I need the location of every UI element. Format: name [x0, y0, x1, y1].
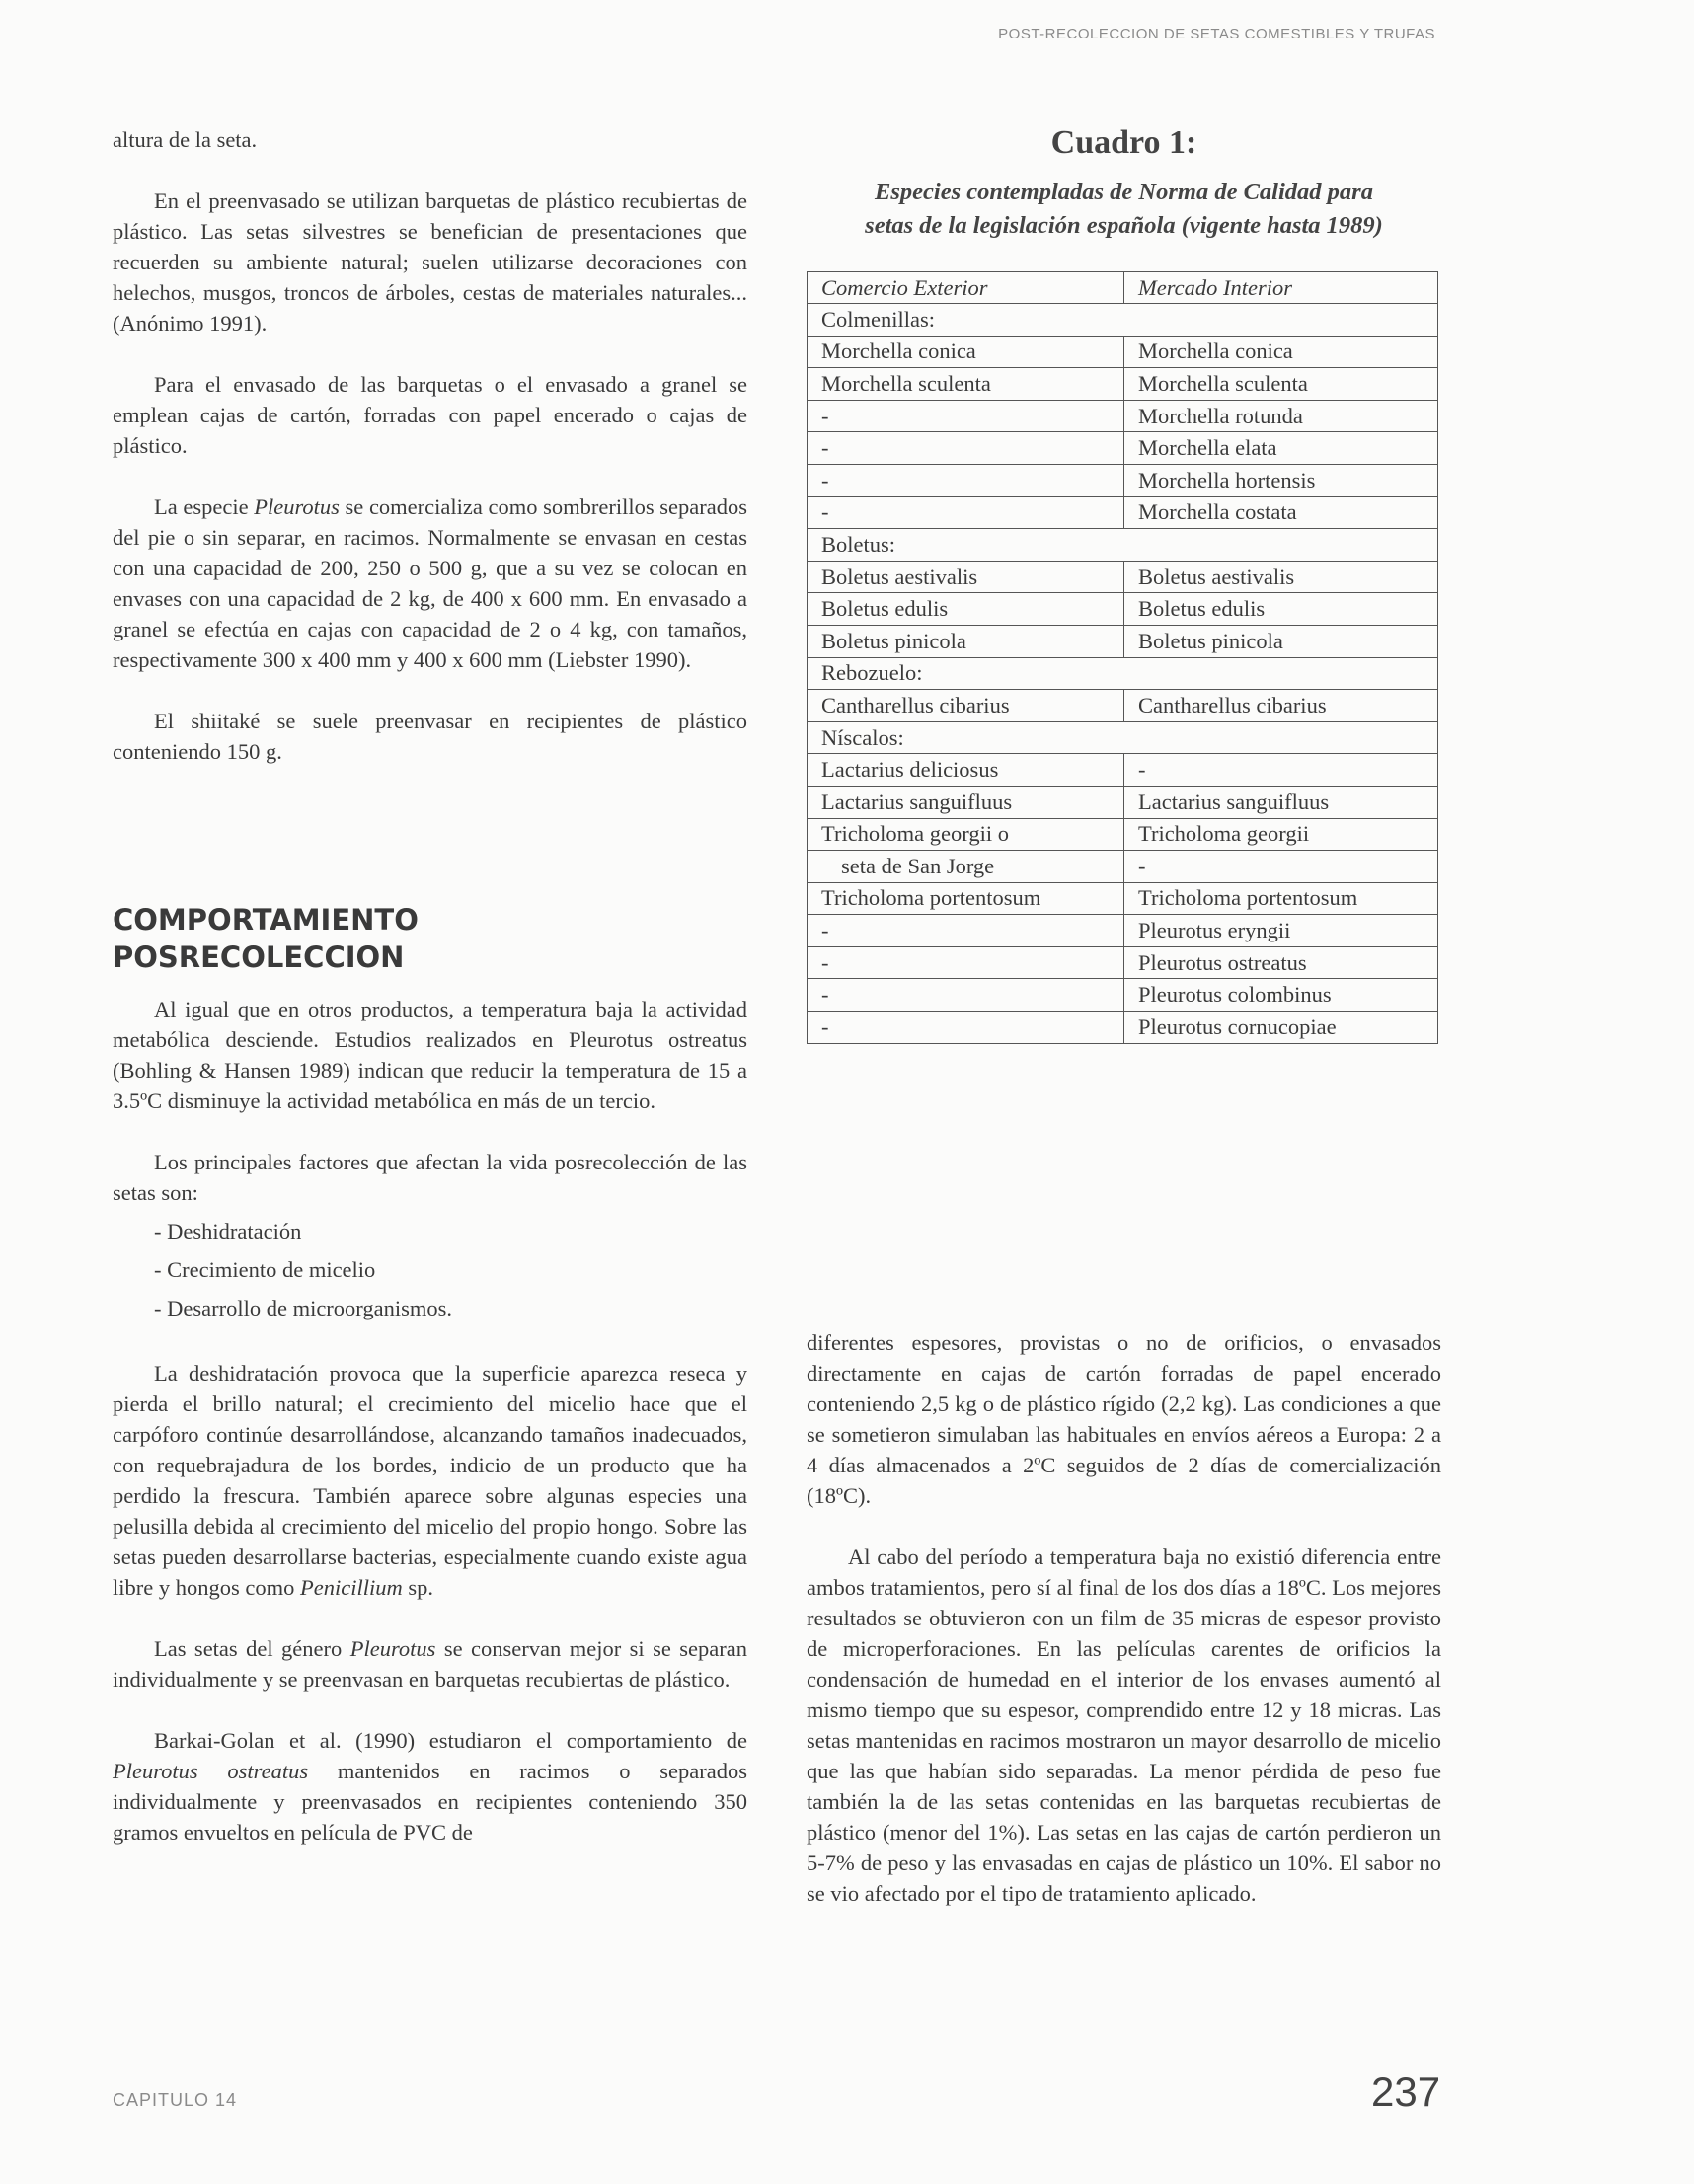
interior-cell: Pleurotus eryngii: [1124, 915, 1438, 947]
table-row: [808, 882, 1438, 915]
group-label-cell: Colmenillas:: [808, 304, 1438, 337]
exterior-cell: -: [808, 400, 1124, 432]
interior-cell: -: [1124, 851, 1438, 883]
table-title: Cuadro 1:: [1050, 124, 1197, 161]
group-label-cell: Boletus:: [808, 529, 1438, 562]
paragraph: La especie Pleurotus se comercializa como sombrerillos separados del pie o sin separar, en racimos. Normalmente se envasan en cestas con una capacidad de 200, 250 o 500 g, que a su vez se colocan en envases con una capacidad de 2 kg, de 400 x 600 mm. En envasado a granel se efectúa en cajas con capacidad de 2 o 4 kg, con tamaños, respectivamente 300 x 400 mm y 400 x 600 mm (Liebster 1990).: [113, 494, 747, 672]
paragraph: Al igual que en otros productos, a temperatura baja la actividad metabólica desciende. Estudios realizados en Pleurotus ostreatus (Bohling & Hansen 1989) indican que reducir la temperatura de 15 a 3.5ºC disminuye la actividad metabólica en más de un tercio.: [113, 997, 747, 1113]
paragraph: El shiitaké se suele preenvasar en recipientes de plástico conteniendo 150 g.: [113, 709, 747, 764]
interior-cell: Morchella conica: [1124, 336, 1438, 368]
interior-cell: Lactarius sanguifluus: [1124, 786, 1438, 818]
exterior-cell: -: [808, 915, 1124, 947]
table-row: [808, 690, 1438, 722]
exterior-cell: -: [808, 979, 1124, 1012]
exterior-cell: -: [808, 1012, 1124, 1044]
interior-cell: Cantharellus cibarius: [1124, 690, 1438, 722]
table-row: [808, 496, 1438, 529]
exterior-cell: Lactarius deliciosus: [808, 754, 1124, 787]
interior-cell: Boletus pinicola: [1124, 625, 1438, 657]
table-body: [808, 304, 1438, 1044]
table-row: [808, 946, 1438, 979]
exterior-cell: seta de San Jorge: [808, 851, 1124, 883]
table-row: [808, 625, 1438, 657]
table-row: [808, 432, 1438, 465]
interior-cell: Tricholoma georgii: [1124, 818, 1438, 851]
exterior-cell: Boletus edulis: [808, 593, 1124, 626]
exterior-cell: Boletus pinicola: [808, 625, 1124, 657]
exterior-cell: -: [808, 432, 1124, 465]
paragraph: diferentes espesores, provistas o no de orificios, o envasados directamente en cajas de cartón forradas de papel encerado conteniendo 2,5 kg o de plástico rígido (2,2 kg). Las condiciones a que se sometieron simulaban las habituales en envíos aéreos a Europa: 2 a 4 días almacenados a 2ºC seguidos de 2 días de comercialización (18ºC).: [807, 1330, 1441, 1508]
exterior-cell: Morchella sculenta: [808, 368, 1124, 401]
paragraph: Para el envasado de las barquetas o el envasado a granel se emplean cajas de cartón, forradas con papel encerado o cajas de plástico.: [113, 372, 747, 458]
section-heading: COMPORTAMIENTO POSRECOLECCION: [113, 903, 419, 974]
interior-cell: Morchella elata: [1124, 432, 1438, 465]
exterior-cell: -: [808, 464, 1124, 496]
group-label-cell: Níscalos:: [808, 721, 1438, 754]
table-row: [808, 368, 1438, 401]
table-row: [808, 915, 1438, 947]
table-row: [808, 529, 1438, 562]
paragraph: La deshidratación provoca que la superficie aparezca reseca y pierda el brillo natural; el crecimiento del micelio hace que el carpóforo continúe desarrollándose, alcanzando tamaños inadecuados, con requebrajadura de los bordes, indicio de un producto que ha perdido la frescura. También aparece sobre algunas especies una pelusilla debida al crecimiento del micelio del propio hongo. Sobre las setas pueden desarrollarse bacterias, especialmente cuando existe agua libre y hongos como Penicillium sp.: [113, 1361, 747, 1600]
factor-list: [113, 1212, 747, 1327]
exterior-cell: Morchella conica: [808, 336, 1124, 368]
chapter-label: CAPITULO 14: [113, 2090, 238, 2110]
table-row: [808, 561, 1438, 593]
table-row: [808, 1012, 1438, 1044]
left-column: [113, 124, 747, 1878]
list-item: - Desarrollo de microorganismos.: [154, 1296, 453, 1320]
paragraph: Barkai-Golan et al. (1990) estudiaron el comportamiento de Pleurotus ostreatus mantenidos en racimos o separados individualmente y preenvasados en recipientes conteniendo 350 gramos envueltos en película de PVC de: [113, 1728, 747, 1845]
table-row: [808, 721, 1438, 754]
table-row: [808, 979, 1438, 1012]
table-row: [808, 336, 1438, 368]
paragraph: Al cabo del período a temperatura baja no existió diferencia entre ambos tratamientos, pero sí al final de los dos días a 18ºC. Los mejores resultados se obtuvieron con un film de 35 micras de espesor provisto de microperforaciones. En las películas carentes de orificios la condensación de humedad en el interior de los envases aumentó al mismo tiempo que su espesor, comprendido entre 12 y 18 micras. Las setas mantenidas en racimos mostraron un mayor desarrollo de micelio que las que habían sido separadas. La menor pérdida de peso fue también la de las setas contenidas en las barquetas recubiertas de plástico (menor del 1%). Las setas en las cajas de cartón perdieron un 5-7% de peso y las envasadas en cajas de plástico un 10%. El sabor no se vio afectado por el tipo de tratamiento aplicado.: [807, 1544, 1441, 1906]
group-label-cell: Rebozuelo:: [808, 657, 1438, 690]
interior-cell: Boletus aestivalis: [1124, 561, 1438, 593]
paragraph: Las setas del género Pleurotus se conservan mejor si se separan individualmente y se preenvasan en barquetas recubiertas de plástico.: [113, 1636, 747, 1692]
exterior-cell: -: [808, 496, 1124, 529]
interior-cell: Morchella hortensis: [1124, 464, 1438, 496]
interior-cell: Pleurotus colombinus: [1124, 979, 1438, 1012]
exterior-cell: -: [808, 946, 1124, 979]
running-header: POST-RECOLECCION DE SETAS COMESTIBLES Y TRUFAS: [998, 26, 1435, 42]
interior-cell: Morchella sculenta: [1124, 368, 1438, 401]
exterior-cell: Cantharellus cibarius: [808, 690, 1124, 722]
interior-cell: Morchella costata: [1124, 496, 1438, 529]
interior-cell: Boletus edulis: [1124, 593, 1438, 626]
table-row: [808, 786, 1438, 818]
interior-cell: Tricholoma portentosum: [1124, 882, 1438, 915]
table-subtitle: Especies contempladas de Norma de Calidad para setas de la legislación española (vigente hasta 1989): [865, 179, 1383, 239]
exterior-cell: Tricholoma portentosum: [808, 882, 1124, 915]
exterior-cell: Boletus aestivalis: [808, 561, 1124, 593]
page-number: 237: [1371, 2069, 1441, 2115]
exterior-cell: Lactarius sanguifluus: [808, 786, 1124, 818]
table-caption: [807, 124, 1441, 243]
table-row: [808, 400, 1438, 432]
interior-cell: Pleurotus ostreatus: [1124, 946, 1438, 979]
table-row: [808, 818, 1438, 851]
right-column: [807, 1327, 1441, 1939]
exterior-cell: Tricholoma georgii o: [808, 818, 1124, 851]
table-row: [808, 304, 1438, 337]
table-row: [808, 657, 1438, 690]
paragraph: altura de la seta.: [113, 127, 258, 152]
interior-cell: -: [1124, 754, 1438, 787]
column-header: Comercio Exterior: [808, 272, 1124, 304]
table-row: [808, 851, 1438, 883]
list-item: - Crecimiento de micelio: [154, 1257, 376, 1282]
species-table: [807, 271, 1438, 1044]
list-item: - Deshidratación: [154, 1219, 302, 1243]
table-row: [808, 464, 1438, 496]
interior-cell: Morchella rotunda: [1124, 400, 1438, 432]
column-header: Mercado Interior: [1124, 272, 1438, 304]
paragraph: Los principales factores que afectan la vida posrecolección de las setas son:: [113, 1150, 747, 1205]
interior-cell: Pleurotus cornucopiae: [1124, 1012, 1438, 1044]
paragraph: En el preenvasado se utilizan barquetas de plástico recubiertas de plástico. Las setas silvestres se benefician de presentaciones que recuerden su ambiente natural; suelen utilizarse decoraciones con helechos, musgos, troncos de árboles, cestas de materiales naturales... (Anónimo 1991).: [113, 188, 747, 336]
table-row: [808, 593, 1438, 626]
table-row: [808, 754, 1438, 787]
